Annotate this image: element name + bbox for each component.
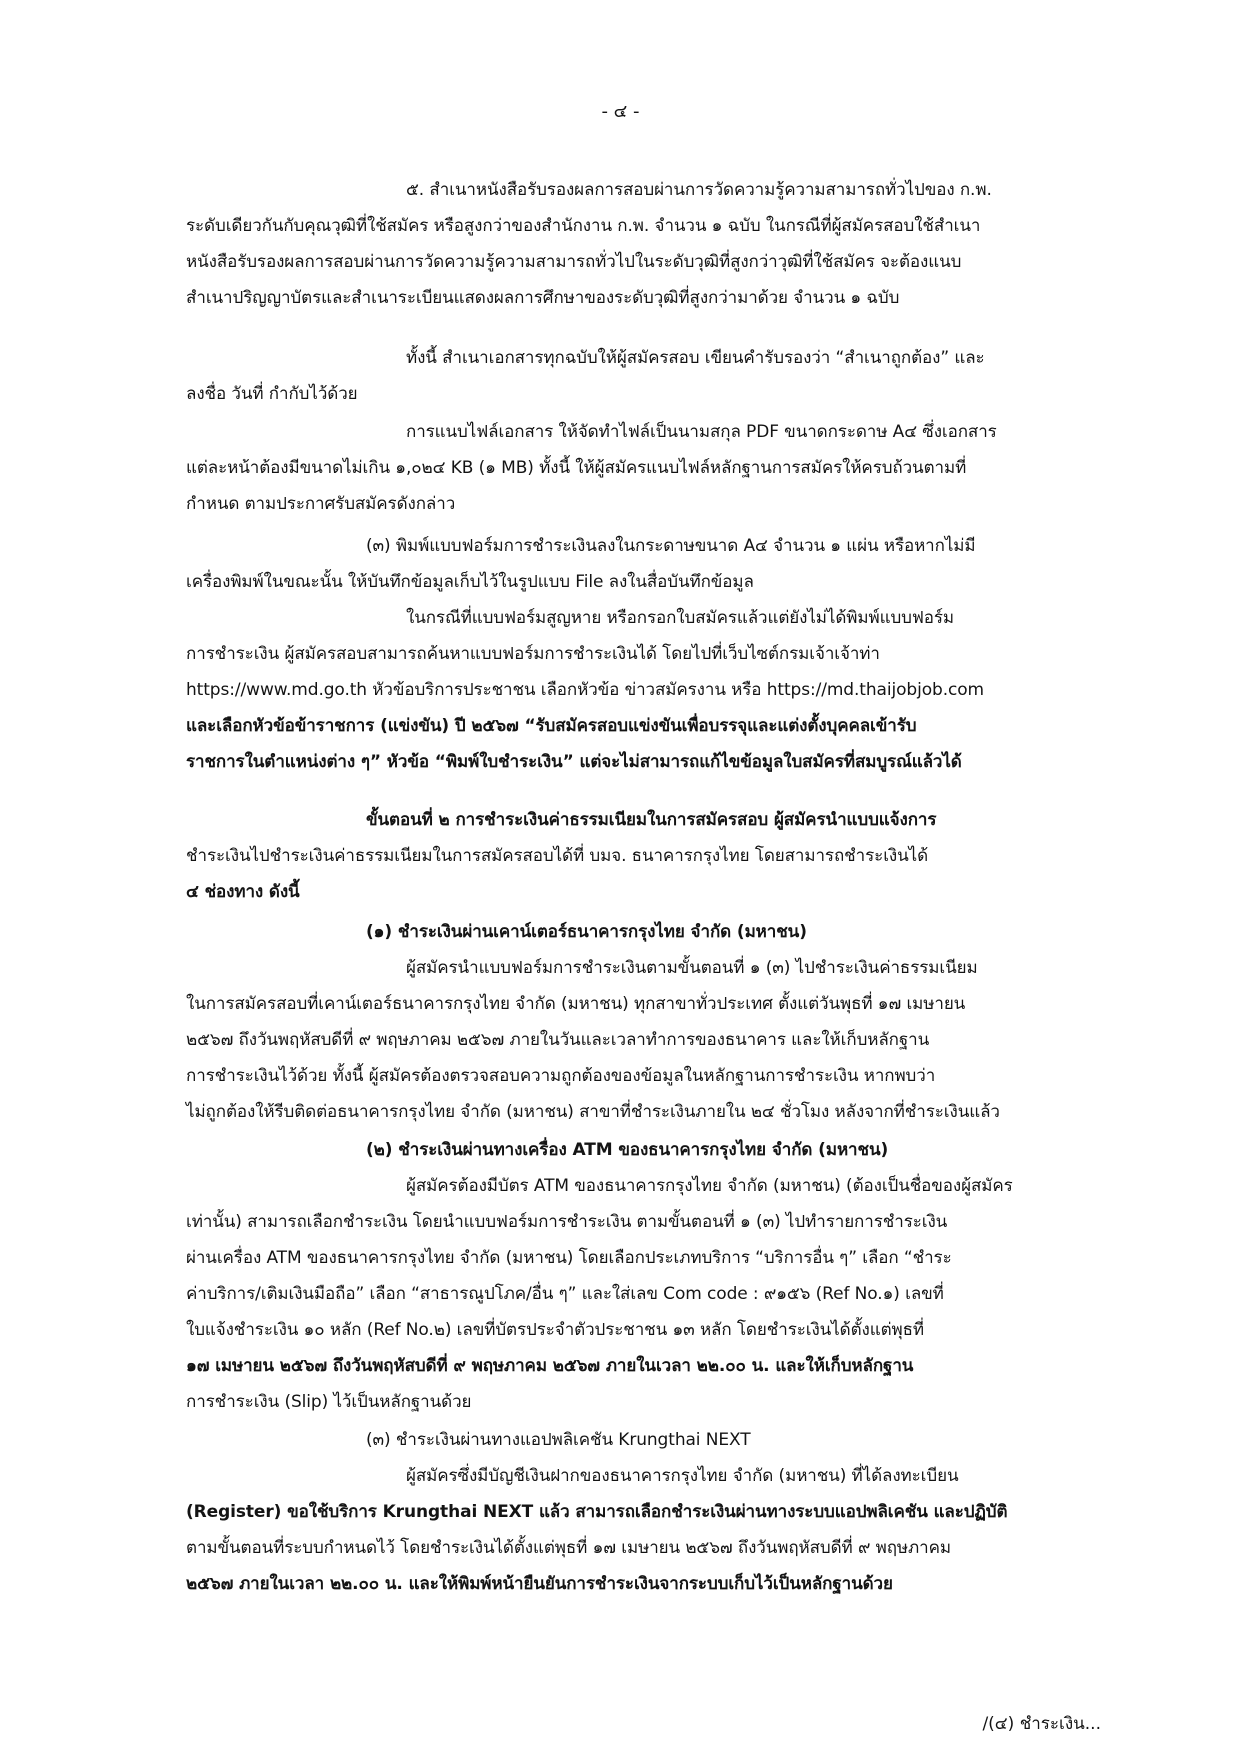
continuation-marker: /(๔) ชำระเงิน... bbox=[982, 1714, 1101, 1734]
text-line: ราชการในตำแหน่งต่าง ๆ” หัวข้อ “พิมพ์ใบชำระเงิน” แต่จะไม่สามารถแก้ไขข้อมูลใบสมัครที่สมบูรณ์แล้วได้ bbox=[186, 752, 962, 772]
text-line: ระดับเดียวกันกับคุณวุฒิที่ใช้สมัคร หรือสูงกว่าของสำนักงาน ก.พ. จำนวน ๑ ฉบับ ในกรณีที่ผู้สมัครสอบใช้สำเนา bbox=[186, 216, 981, 236]
text-line: https://www.md.go.th หัวข้อบริการประชาชน เลือกหัวข้อ ข่าวสมัครงาน หรือ https://md.thaijobjob.com bbox=[186, 680, 985, 700]
text-line: (๓) พิมพ์แบบฟอร์มการชำระเงินลงในกระดาษขนาด A๔ จำนวน ๑ แผ่น หรือหากไม่มี bbox=[366, 536, 976, 556]
text-line: ตามขั้นตอนที่ระบบกำหนดไว้ โดยชำระเงินได้ตั้งแต่พุธที่ ๑๗ เมษายน ๒๕๖๗ ถึงวันพฤหัสบดีที่ ๙ พฤษภาคม bbox=[186, 1538, 951, 1558]
text-line: ขั้นตอนที่ ๒ การชำระเงินค่าธรรมเนียมในการสมัครสอบ ผู้สมัครนำแบบแจ้งการ bbox=[366, 810, 937, 830]
text-line: ค่าบริการ/เติมเงินมือถือ” เลือก “สาธารณูปโภค/อื่น ๆ” และใส่เลข Com code : ๙๑๕๖ (Ref No.๑) เลขที่ bbox=[186, 1284, 944, 1304]
text-line: การแนบไฟล์เอกสาร ให้จัดทำไฟล์เป็นนามสกุล PDF ขนาดกระดาษ A๔ ซึ่งเอกสาร bbox=[406, 422, 997, 442]
text-line: (Register) ขอใช้บริการ Krungthai NEXT แล้ว สามารถเลือกชำระเงินผ่านทางระบบแอปพลิเคชัน และปฏิบัติ bbox=[186, 1502, 1008, 1522]
text-line: การชำระเงินไว้ด้วย ทั้งนี้ ผู้สมัครต้องตรวจสอบความถูกต้องของข้อมูลในหลักฐานการชำระเงิน หากพบว่า bbox=[186, 1066, 936, 1086]
text-line: ๕. สำเนาหนังสือรับรองผลการสอบผ่านการวัดความรู้ความสามารถทั่วไปของ ก.พ. bbox=[406, 180, 992, 200]
text-line: และเลือกหัวข้อข้าราชการ (แข่งขัน) ปี ๒๕๖๗ “รับสมัครสอบแข่งขันเพื่อบรรจุและแต่งตั้งบุคคลเข้ารับ bbox=[186, 716, 917, 736]
text-line: ทั้งนี้ สำเนาเอกสารทุกฉบับให้ผู้สมัครสอบ เขียนคำรับรองว่า “สำเนาถูกต้อง” และ bbox=[406, 348, 985, 368]
text-line: (๒) ชำระเงินผ่านทางเครื่อง ATM ของธนาคารกรุงไทย จำกัด (มหาชน) bbox=[366, 1140, 889, 1160]
text-line: ๔ ช่องทาง ดังนี้ bbox=[186, 882, 300, 902]
text-line: หนังสือรับรองผลการสอบผ่านการวัดความรู้ความสามารถทั่วไปในระดับวุฒิที่สูงกว่าวุฒิที่ใช้สมัคร จะต้องแนบ bbox=[186, 252, 962, 272]
text-line: ผู้สมัครซึ่งมีบัญชีเงินฝากของธนาคารกรุงไทย จำกัด (มหาชน) ที่ได้ลงทะเบียน bbox=[406, 1466, 959, 1486]
text-line: (๑) ชำระเงินผ่านเคาน์เตอร์ธนาคารกรุงไทย จำกัด (มหาชน) bbox=[366, 922, 807, 942]
text-line: ๒๕๖๗ ภายในเวลา ๒๒.๐๐ น. และให้พิมพ์หน้ายืนยันการชำระเงินจากระบบเก็บไว้เป็นหลักฐานด้วย bbox=[186, 1574, 893, 1594]
text-line: เครื่องพิมพ์ในขณะนั้น ให้บันทึกข้อมูลเก็บไว้ในรูปแบบ File ลงในสื่อบันทึกข้อมูล bbox=[186, 572, 754, 592]
text-line: ในการสมัครสอบที่เคาน์เตอร์ธนาคารกรุงไทย จำกัด (มหาชน) ทุกสาขาทั่วประเทศ ตั้งแต่วันพุธที่ ๑๗ เมษายน bbox=[186, 994, 966, 1014]
text-line: ชำระเงินไปชำระเงินค่าธรรมเนียมในการสมัครสอบได้ที่ บมจ. ธนาคารกรุงไทย โดยสามารถชำระเงินได้ bbox=[186, 846, 929, 866]
text-line: ลงชื่อ วันที่ กำกับไว้ด้วย bbox=[186, 384, 358, 404]
text-line: การชำระเงิน ผู้สมัครสอบสามารถค้นหาแบบฟอร์มการชำระเงินได้ โดยไปที่เว็บไซต์กรมเจ้าเจ้าท่า bbox=[186, 644, 880, 664]
text-line: ๒๕๖๗ ถึงวันพฤหัสบดีที่ ๙ พฤษภาคม ๒๕๖๗ ภายในวันและเวลาทำการของธนาคาร และให้เก็บหลักฐาน bbox=[186, 1030, 930, 1050]
text-line: ผู้สมัครนำแบบฟอร์มการชำระเงินตามขั้นตอนที่ ๑ (๓) ไปชำระเงินค่าธรรมเนียม bbox=[406, 958, 978, 978]
text-line: (๓) ชำระเงินผ่านทางแอปพลิเคชัน Krungthai NEXT bbox=[366, 1430, 751, 1450]
text-line: สำเนาปริญญาบัตรและสำเนาระเบียนแสดงผลการศึกษาของระดับวุฒิที่สูงกว่ามาด้วย จำนวน ๑ ฉบับ bbox=[186, 288, 900, 308]
text-line: ๑๗ เมษายน ๒๕๖๗ ถึงวันพฤหัสบดีที่ ๙ พฤษภาคม ๒๕๖๗ ภายในเวลา ๒๒.๐๐ น. และให้เก็บหลักฐาน bbox=[186, 1356, 914, 1376]
text-line: ไม่ถูกต้องให้รีบติดต่อธนาคารกรุงไทย จำกัด (มหาชน) สาขาที่ชำระเงินภายใน ๒๔ ชั่วโมง หลังจากที่ชำระเงินแล้ว bbox=[186, 1102, 1000, 1122]
text-line: กำหนด ตามประกาศรับสมัครดังกล่าว bbox=[186, 494, 456, 514]
text-line: แต่ละหน้าต้องมีขนาดไม่เกิน ๑,๐๒๔ KB (๑ MB) ทั้งนี้ ให้ผู้สมัครแนบไฟล์หลักฐานการสมัครให้ครบถ้วนตามที่ bbox=[186, 458, 967, 478]
text-line: เท่านั้น) สามารถเลือกชำระเงิน โดยนำแบบฟอร์มการชำระเงิน ตามขั้นตอนที่ ๑ (๓) ไปทำรายการชำระเงิน bbox=[186, 1212, 948, 1232]
page-number: - ๔ - bbox=[601, 101, 640, 122]
text-line: ใบแจ้งชำระเงิน ๑๐ หลัก (Ref No.๒) เลขที่บัตรประจำตัวประชาชน ๑๓ หลัก โดยชำระเงินได้ตั้งแต่พุธที่ bbox=[186, 1320, 925, 1340]
text-line: ในกรณีที่แบบฟอร์มสูญหาย หรือกรอกใบสมัครแล้วแต่ยังไม่ได้พิมพ์แบบฟอร์ม bbox=[406, 608, 955, 628]
text-line: ผู้สมัครต้องมีบัตร ATM ของธนาคารกรุงไทย จำกัด (มหาชน) (ต้องเป็นชื่อของผู้สมัคร bbox=[406, 1176, 1013, 1196]
text-line: การชำระเงิน (Slip) ไว้เป็นหลักฐานด้วย bbox=[186, 1392, 472, 1412]
text-line: ผ่านเครื่อง ATM ของธนาคารกรุงไทย จำกัด (มหาชน) โดยเลือกประเภทบริการ “บริการอื่น ๆ” เลือก “ชำระ bbox=[186, 1248, 952, 1268]
